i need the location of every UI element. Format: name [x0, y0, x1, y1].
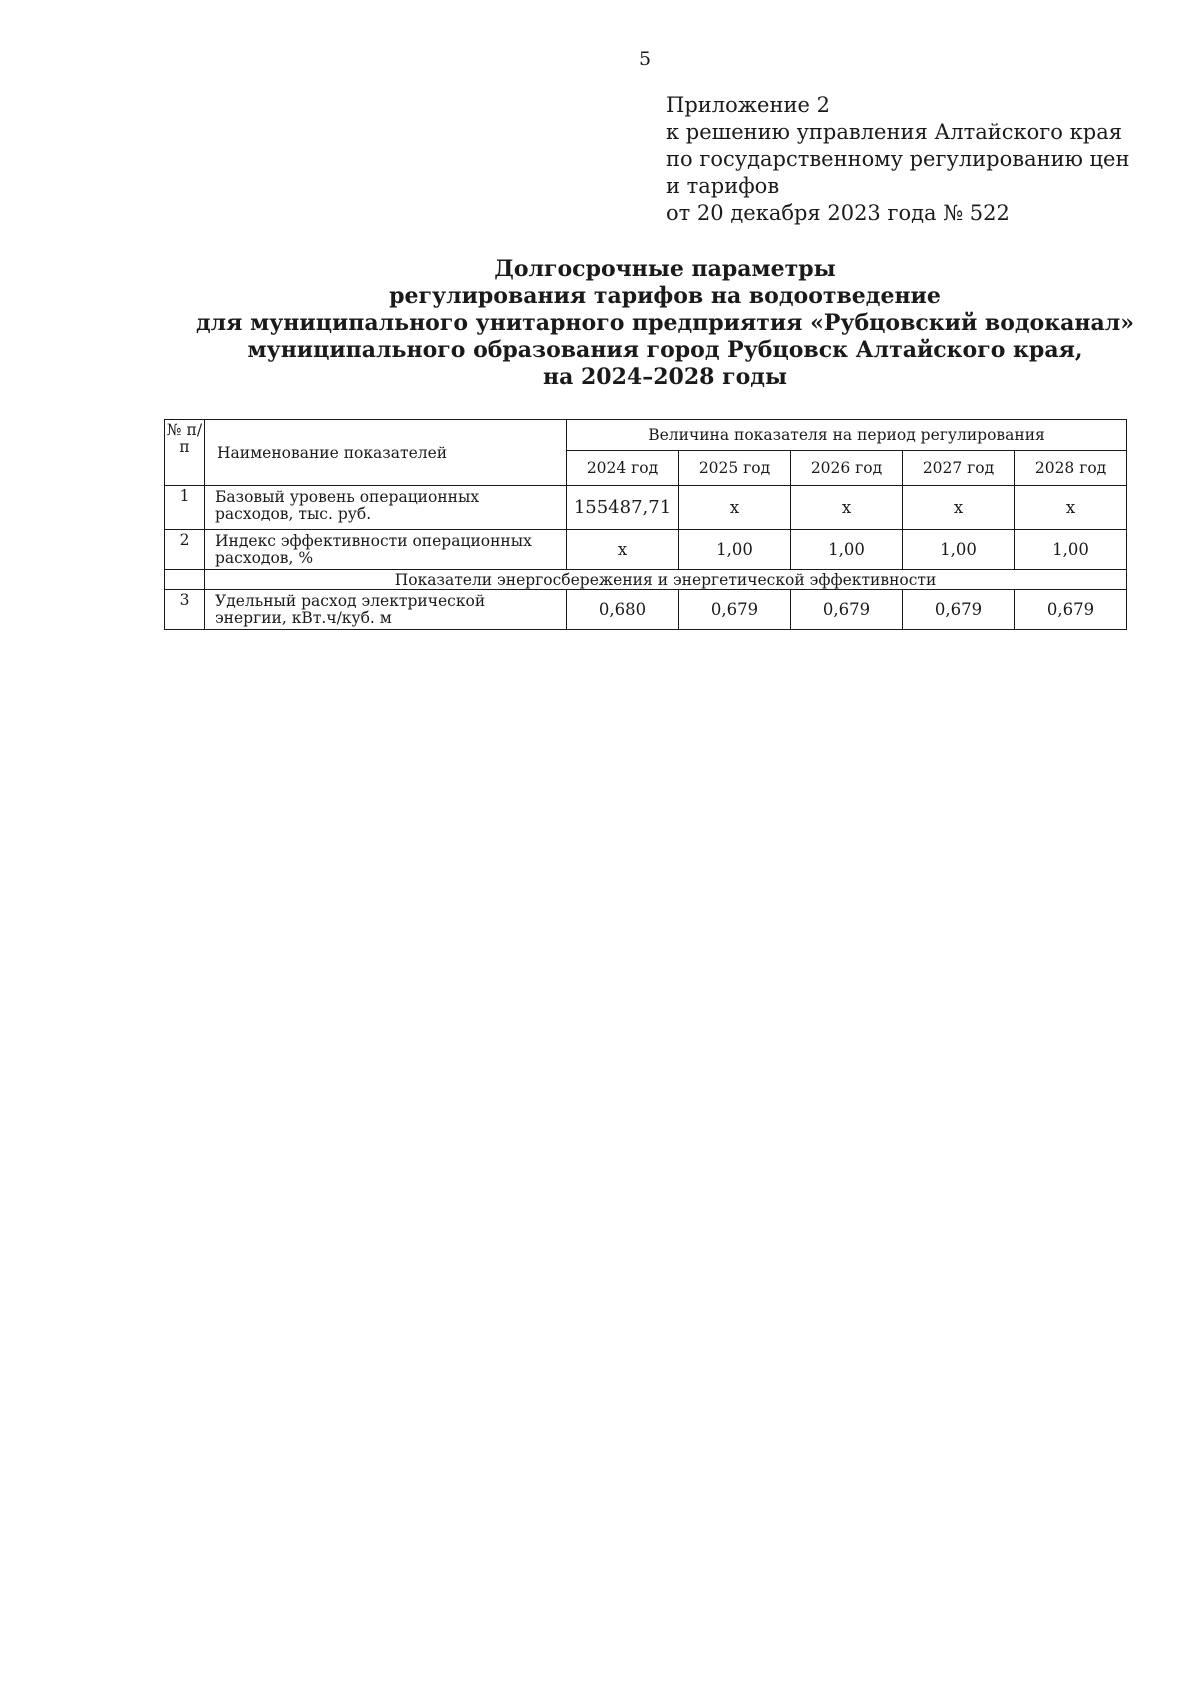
row-value: 1,00	[903, 530, 1015, 570]
header-year: 2026 год	[791, 451, 903, 486]
title-line: муниципального образования город Рубцовск Алтайского края,	[247, 337, 1083, 363]
row-value: 0,679	[1015, 590, 1127, 630]
appendix-line: Приложение 2	[666, 93, 830, 117]
page-number: 5	[638, 48, 652, 70]
row-value: x	[679, 486, 791, 530]
table-row	[165, 530, 1127, 570]
row-value: x	[567, 530, 679, 570]
title-line: для муниципального унитарного предприятия «Рубцовский водоканал»	[196, 310, 1134, 336]
table-header-row	[165, 420, 1127, 451]
section-row	[165, 570, 1127, 590]
header-year: 2028 год	[1015, 451, 1127, 486]
row-name: Удельный расход электрической энергии, кВт.ч/куб. м	[205, 590, 567, 630]
row-name: Индекс эффективности операционных расходов, %	[205, 530, 567, 570]
row-num: 3	[165, 590, 205, 630]
row-num: 2	[165, 530, 205, 570]
document-title	[160, 256, 1170, 391]
row-value: x	[903, 486, 1015, 530]
title-line: на 2024–2028 годы	[542, 364, 787, 390]
header-name: Наименование показателей	[205, 420, 567, 486]
row-num: 1	[165, 486, 205, 530]
title-line: Долгосрочные параметры	[494, 256, 836, 282]
row-value: 0,679	[791, 590, 903, 630]
table-row	[165, 590, 1127, 630]
row-name: Базовый уровень операционных расходов, тыс. руб.	[205, 486, 567, 530]
appendix-line: и тарифов	[666, 174, 780, 198]
row-value: 1,00	[679, 530, 791, 570]
section-num-cell	[165, 570, 205, 590]
row-value: 0,680	[567, 590, 679, 630]
row-value: x	[1015, 486, 1127, 530]
row-value: 1,00	[791, 530, 903, 570]
header-num: № п/ п	[165, 420, 205, 486]
appendix-block	[666, 92, 1136, 227]
parameters-table	[164, 419, 1127, 630]
row-value: 155487,71	[567, 486, 679, 530]
row-value: 0,679	[903, 590, 1015, 630]
header-year: 2027 год	[903, 451, 1015, 486]
row-value: x	[791, 486, 903, 530]
header-year: 2025 год	[679, 451, 791, 486]
header-year: 2024 год	[567, 451, 679, 486]
appendix-line: от 20 декабря 2023 года № 522	[666, 201, 1010, 225]
header-period-group: Величина показателя на период регулирования	[567, 420, 1127, 451]
section-title: Показатели энергосбережения и энергетической эффективности	[205, 570, 1127, 590]
appendix-line: к решению управления Алтайского края	[666, 120, 1122, 144]
table-row	[165, 486, 1127, 530]
title-line: регулирования тарифов на водоотведение	[389, 283, 941, 309]
row-value: 1,00	[1015, 530, 1127, 570]
row-value: 0,679	[679, 590, 791, 630]
appendix-line: по государственному регулированию цен	[666, 147, 1130, 171]
